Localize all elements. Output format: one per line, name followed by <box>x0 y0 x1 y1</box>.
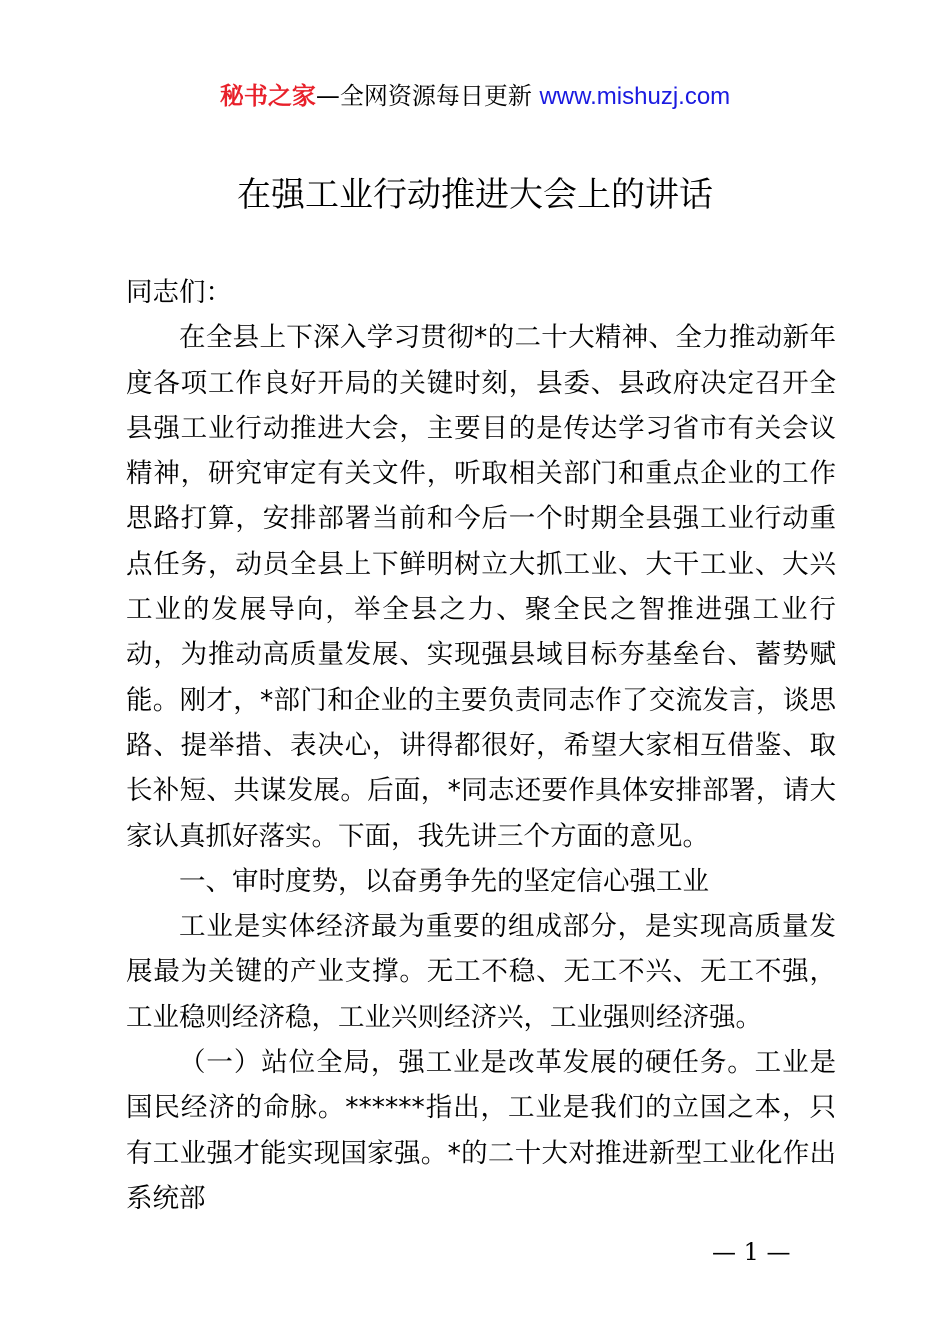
site-brand: 秘书之家 <box>219 82 316 110</box>
paragraph-intro: 在全县上下深入学习贯彻*的二十大精神、全力推动新年度各项工作良好开局的关键时刻，县委、县政府决定召开全县强工业行动推进大会，主要目的是传达学习省市有关会议精神，研究审定有关文件，听取相关部门和重点企业的工作思路打算，安排部署当前和今后一个时期全县强工业行动重点任务，动员全县上下鲜明树立大抓工业、大干工业、大兴工业的发展导向，举全县之力、聚全民之智推进强工业行动，为推动高质量发展、实现强县域目标夯基垒台、蓄势赋能。刚才，*部门和企业的主要负责同志作了交流发言，谈思路、提举措、表决心，讲得都很好，希望大家相互借鉴、取长补短、共谋发展。后面，*同志还要作具体安排部署，请大家认真抓好落实。下面，我先讲三个方面的意见。 <box>126 322 836 852</box>
site-url-link[interactable]: www.mishuzj.com <box>539 83 731 110</box>
document-body <box>126 270 836 1221</box>
site-header <box>0 80 950 113</box>
page-number: — 1 — <box>712 1238 791 1266</box>
section-heading: 一、审时度势，以奋勇争先的坚定信心强工业 <box>179 865 709 897</box>
site-slogan: —全网资源每日更新 <box>315 82 532 110</box>
salutation: 同志们： <box>126 277 232 308</box>
paragraph: （一）站位全局，强工业是改革发展的硬任务。工业是国民经济的命脉。******指出，工业是我们的立国之本，只有工业强才能实现国家强。*的二十大对推进新型工业化作出系统部 <box>126 1047 836 1214</box>
document-title: 在强工业行动推进大会上的讲话 <box>237 175 713 215</box>
paragraph: 工业是实体经济最为重要的组成部分，是实现高质量发展最为关键的产业支撑。无工不稳、无工不兴、无工不强，工业稳则经济稳，工业兴则经济兴，工业强则经济强。 <box>126 911 836 1033</box>
